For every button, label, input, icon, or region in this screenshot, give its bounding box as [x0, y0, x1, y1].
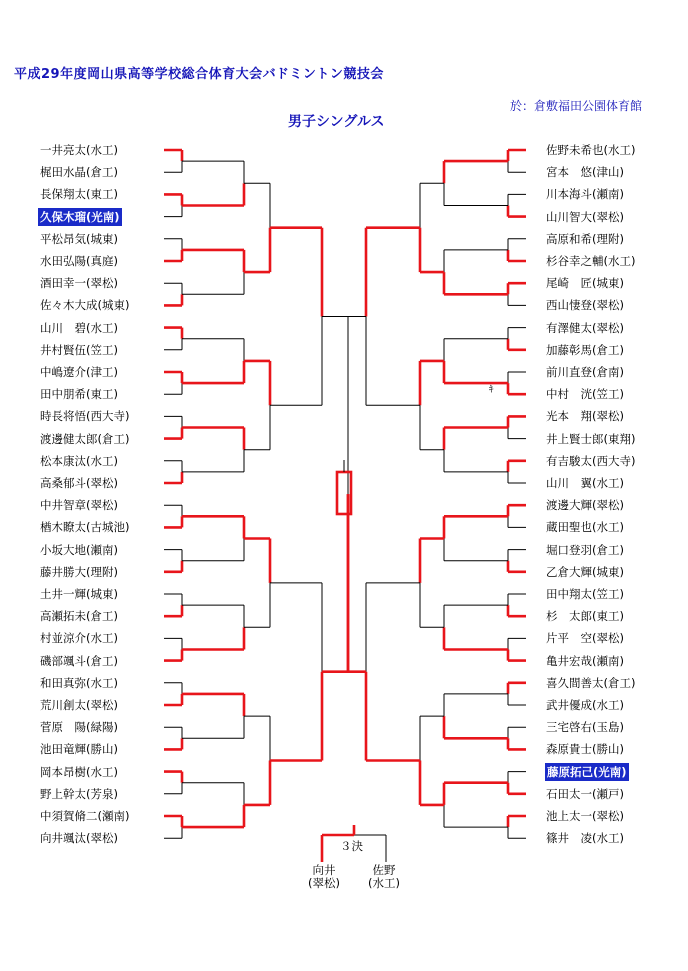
left-player-29: 岡本昂樹(水工): [40, 764, 118, 779]
right-player-28: 森原貴士(勝山): [546, 742, 624, 757]
right-player-2: 宮本 悠(津山): [546, 165, 624, 180]
right-player-26: 武井優成(水工): [546, 698, 624, 712]
left-player-8: 佐々木大成(城東): [40, 298, 130, 313]
left-player-27: 菅原 陽(緑陽): [40, 720, 118, 735]
right-player-9: 有澤健太(翠松): [546, 320, 624, 335]
right-player-30: 石田太一(瀬戸): [546, 786, 624, 801]
right-player-27: 三宅啓右(玉島): [546, 720, 624, 735]
left-player-30: 野上幹太(芳泉): [40, 786, 118, 801]
right-player-11: 前川直登(倉南): [546, 365, 624, 379]
right-player-13: 光本 翔(翠松): [546, 409, 624, 424]
right-player-17: 渡邊大輝(翠松): [546, 498, 624, 513]
left-player-14: 渡邊健太郎(倉工): [40, 431, 130, 446]
event-title: 男子シングルス: [288, 114, 385, 130]
right-player-12: 中村 洸(笠工): [546, 387, 624, 402]
right-player-15: 有吉駿太(西大寺): [546, 453, 636, 468]
left-player-2: 梶田水晶(倉工): [40, 165, 118, 180]
left-player-16: 高桑郁斗(翠松): [40, 476, 118, 490]
right-player-25: 喜久間善太(倉工): [546, 675, 636, 690]
left-player-24: 磯部颯斗(倉工): [40, 653, 118, 668]
left-player-21: 土井一輝(城東): [40, 587, 118, 601]
left-player-11: 中嶋遼介(津工): [40, 365, 118, 379]
left-player-4: 久保木瑠(光南): [40, 209, 120, 224]
right-player-14: 井上賢士郎(東翔): [546, 431, 636, 446]
third-left-school: (翠松): [308, 876, 340, 890]
right-player-3: 川本海斗(瀬南): [546, 187, 624, 202]
right-player-22: 杉 太郎(東工): [546, 609, 624, 624]
left-player-10: 井村賢伍(笠工): [40, 342, 118, 357]
left-player-17: 中井智章(翠松): [40, 498, 118, 513]
left-player-6: 水田弘陽(真庭): [40, 254, 118, 268]
right-player-21: 田中翔太(笠工): [546, 587, 624, 601]
third-place-right-player: [362, 864, 406, 890]
right-player-10: 加藤彰馬(倉工): [546, 342, 624, 357]
right-player-8: 西山悽登(翠松): [546, 298, 624, 313]
third-right-school: (水工): [368, 876, 400, 890]
right-player-1: 佐野未希也(水工): [546, 143, 636, 157]
left-player-31: 中須賀脩二(瀬南): [40, 809, 130, 823]
left-player-32: 向井颯汰(翠松): [40, 831, 118, 846]
left-player-25: 和田真弥(水工): [40, 675, 118, 690]
left-player-19: 小坂大地(瀬南): [40, 542, 118, 557]
right-player-32: 篠井 凌(水工): [546, 831, 624, 846]
left-player-3: 長保翔太(東工): [40, 187, 118, 202]
right-player-7: 尾崎 匠(城東): [546, 276, 624, 291]
left-player-12: 田中朋希(東工): [40, 387, 118, 402]
right-player-19: 堀口登羽(倉工): [546, 542, 624, 557]
right-player-18: 蔵田聖也(水工): [546, 520, 624, 535]
third-right-name: 佐野: [372, 863, 396, 877]
left-player-28: 池田竜輝(勝山): [40, 742, 118, 757]
right-player-20: 乙倉大輝(城東): [546, 564, 624, 579]
third-place-label: ３決: [340, 839, 363, 853]
right-player-24: 亀井宏哉(瀬南): [546, 653, 624, 668]
left-player-13: 時長将悟(西大寺): [40, 409, 130, 424]
right-player-4: 山川智大(翠松): [546, 209, 624, 224]
tournament-title: 平成29年度岡山県高等学校総合体育大会バドミントン競技会: [14, 67, 384, 82]
left-player-18: 楢木瞭太(古城池): [40, 520, 130, 535]
venue-label: 於：倉敷福田公園体育館: [510, 99, 643, 113]
left-player-7: 酒田幸一(翠松): [40, 276, 118, 291]
left-player-5: 平松昂気(城東): [40, 231, 118, 246]
third-left-name: 向井: [312, 863, 336, 877]
left-player-9: 山川 碧(水工): [40, 320, 118, 335]
left-player-20: 藤井勝大(理附): [40, 564, 118, 579]
left-player-15: 松本康汰(水工): [40, 453, 118, 468]
left-player-23: 村並涼介(水工): [40, 631, 118, 646]
left-player-1: 一井亮太(水工): [40, 143, 118, 157]
right-player-16: 山川 翼(水工): [546, 476, 624, 490]
right-player-5: 高原和希(理附): [546, 231, 624, 246]
left-player-26: 荒川創太(翠松): [40, 698, 118, 712]
left-player-22: 高瀬拓未(倉工): [40, 609, 118, 624]
small-annotation-mark: ｷ: [489, 385, 494, 395]
third-place-left-player: [304, 864, 344, 890]
right-player-29: 藤原拓己(光南): [547, 764, 627, 779]
right-player-31: 池上太一(翠松): [546, 809, 624, 823]
right-player-6: 杉谷幸之輔(水工): [546, 254, 636, 268]
right-player-23: 片平 空(翠松): [546, 631, 624, 646]
